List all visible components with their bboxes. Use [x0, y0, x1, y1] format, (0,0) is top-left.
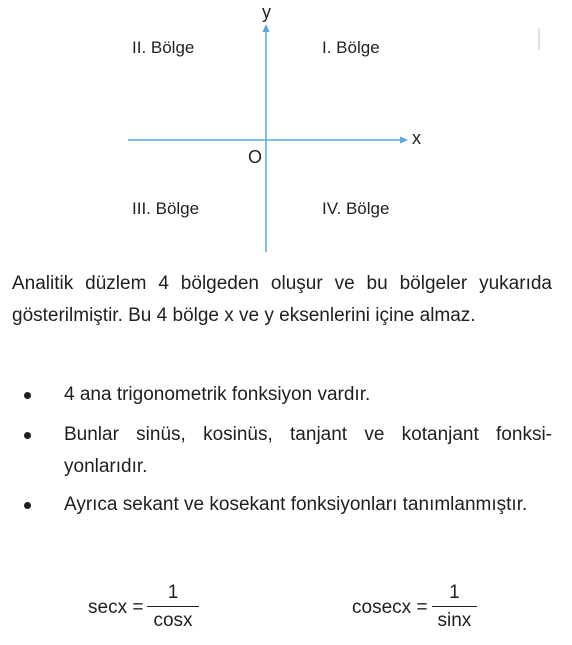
origin-label: O [248, 147, 263, 167]
quadrant-label-2: II. Bölge [132, 38, 195, 57]
bullet-item-3: Ayrıca sekant ve kosekant fonksiyonları tanımlanmıştır. [64, 494, 528, 515]
bullet-item-1: 4 ana trigonometrik fonksiyon vardır. [64, 384, 371, 405]
y-axis-label: y [262, 2, 271, 22]
quadrant-label-1: I. Bölge [322, 38, 380, 57]
sec-fraction [147, 580, 198, 635]
x-axis-arrowhead [400, 137, 408, 144]
bullet-item-2: Bunlar sinüs, kosinüs, tanjant ve kotanjant fonksiyonlarıdır. [64, 424, 552, 477]
quadrant-label-4: IV. Bölge [322, 199, 390, 218]
cosec-numerator: 1 [449, 582, 460, 603]
coordinate-plane [0, 0, 572, 262]
y-axis-arrowhead [263, 24, 270, 32]
bullet-dot [24, 392, 31, 399]
sec-formula-lhs: secx = [88, 596, 144, 618]
x-axis-label: x [412, 128, 421, 148]
sec-denominator: cosx [153, 610, 193, 631]
bullet-dot [24, 432, 31, 439]
cosec-formula-lhs: cosecx = [352, 596, 428, 618]
sec-formula [88, 580, 199, 635]
quadrant-label-3: III. Bölge [132, 199, 200, 218]
bullet-dot [24, 502, 31, 509]
cosec-formula [352, 580, 477, 635]
cosec-fraction [432, 580, 478, 635]
intro-paragraph: Analitik düzlem 4 bölgeden oluşur ve bu bölgeler yukarıda gösterilmiştir. Bu 4 bölge x ve y eksenlerini içine almaz. [12, 273, 552, 326]
sec-numerator: 1 [167, 582, 179, 603]
cosec-denominator: sinx [437, 610, 472, 631]
